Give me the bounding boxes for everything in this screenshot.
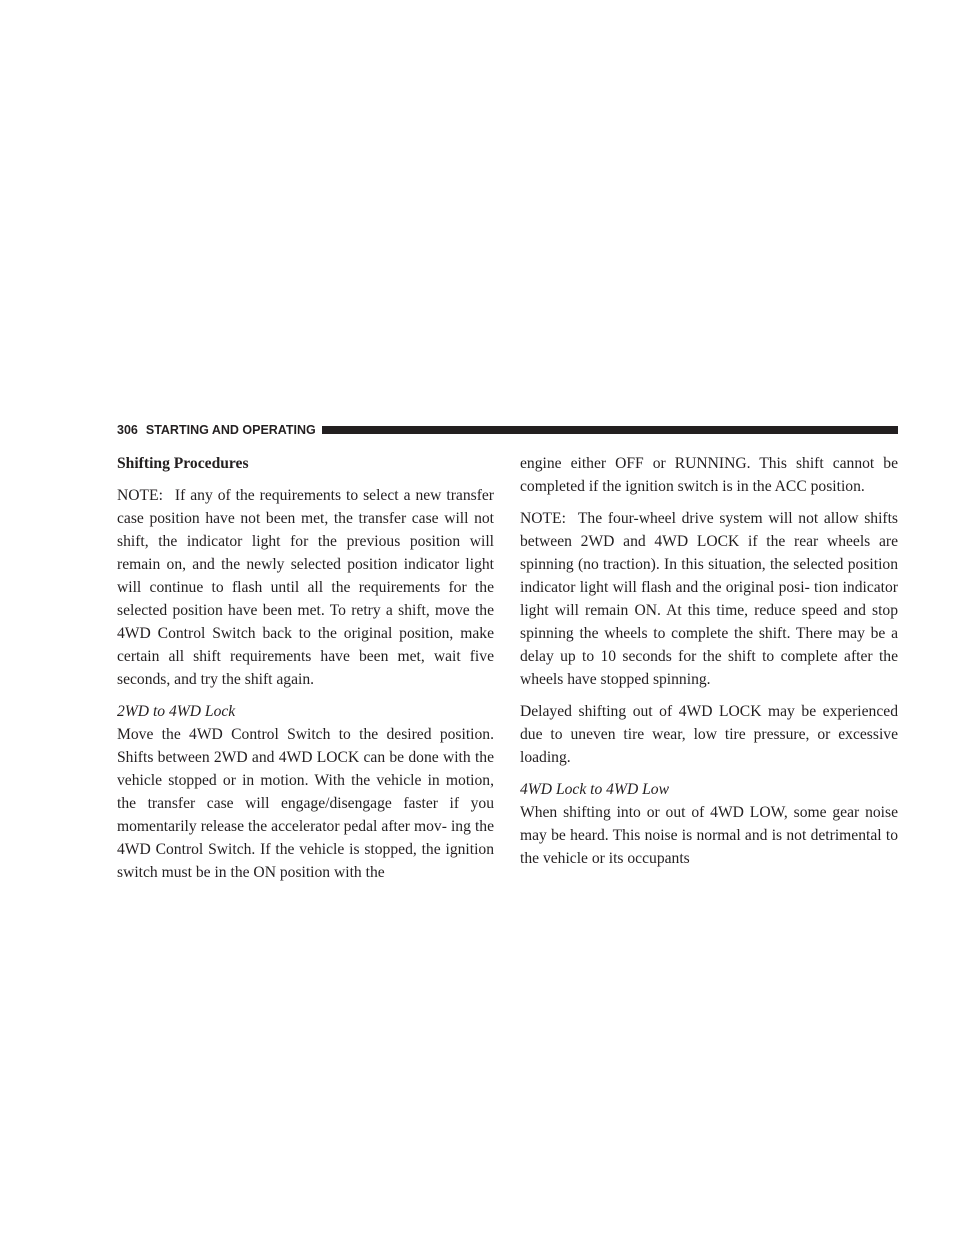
page-header	[117, 423, 898, 437]
note-text: If any of the requirements to select a new transfer case position have not been met, the transfer case will not shift, the indicator light for the previous position will remain on, and the newly selected position indicator light will continue to flash until all the requirements for the selected position have been met. To retry a shift, move the 4WD Control Switch back to the original position, make certain all shift requirements have been met, wait five seconds, and try the shift again.	[117, 487, 494, 688]
subheading-4wd-lock-to-4wd-low: 4WD Lock to 4WD Low	[520, 781, 670, 798]
right-column	[520, 452, 898, 870]
page-number: 306	[117, 423, 138, 437]
note-text: The four-wheel drive system will not allow shifts between 2WD and 4WD LOCK if the rear wheels are spinning (no traction). In this situation, the selected position indicator light will flash and the original posi- tion indicator light will remain ON. At this time, reduce speed and stop spinning the wheels to complete the shift. There may be a delay up to 10 seconds for the shift to complete after the wheels have stopped spinning.	[520, 510, 898, 688]
note-paragraph	[520, 507, 898, 691]
section-heading: Shifting Procedures	[117, 455, 249, 472]
left-column	[117, 452, 494, 884]
body-paragraph: Delayed shifting out of 4WD LOCK may be experienced due to uneven tire wear, low tire pressure, or excessive loading.	[520, 703, 898, 766]
body-paragraph: Move the 4WD Control Switch to the desired position. Shifts between 2WD and 4WD LOCK can be done with the vehicle stopped or in motion. With the vehicle in motion, the transfer case will engage/disengage faster if you momentarily release the accelerator pedal after mov- ing the 4WD Control Switch. If the vehicle is stopped, the ignition switch must be in the ON position with the	[117, 726, 494, 881]
header-rule	[322, 426, 898, 434]
section-title: STARTING AND OPERATING	[145, 423, 316, 437]
body-paragraph: engine either OFF or RUNNING. This shift cannot be completed if the ignition switch is in the ACC position.	[520, 455, 898, 495]
note-label: NOTE:	[520, 510, 566, 527]
note-label: NOTE:	[117, 487, 163, 504]
note-paragraph	[117, 484, 494, 691]
subheading-2wd-to-4wd-lock: 2WD to 4WD Lock	[117, 703, 236, 720]
body-paragraph: When shifting into or out of 4WD LOW, some gear noise may be heard. This noise is normal and is not detrimental to the vehicle or its occupants	[520, 804, 898, 867]
